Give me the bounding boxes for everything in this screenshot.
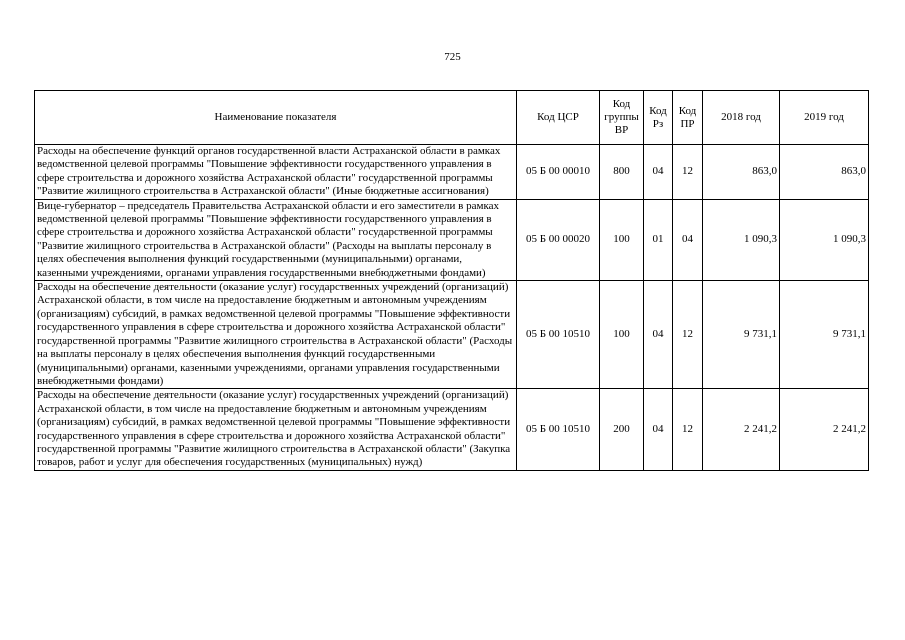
- row-2019: 9 731,1: [780, 281, 869, 389]
- header-rz: Код Рз: [644, 91, 673, 145]
- row-vr: 800: [600, 145, 644, 200]
- row-csr: 05 Б 00 10510: [517, 389, 600, 470]
- row-name: Расходы на обеспечение функций органов государственной власти Астраханской области в рамках ведомственной целевой программы "Повышение эффективности государственного управления в сфере строительства и дорожного хозяйства Астраханской области" государственной программы "Развитие жилищного строительства в Астраханской области" (Иные бюджетные ассигнования): [35, 145, 517, 200]
- header-csr: Код ЦСР: [517, 91, 600, 145]
- table-row: [35, 199, 869, 280]
- row-csr: 05 Б 00 10510: [517, 281, 600, 389]
- table-row: [35, 145, 869, 200]
- row-2019: 863,0: [780, 145, 869, 200]
- header-pr: Код ПР: [673, 91, 703, 145]
- row-rz: 04: [644, 281, 673, 389]
- row-vr: 100: [600, 281, 644, 389]
- row-pr: 12: [673, 281, 703, 389]
- row-2018: 1 090,3: [703, 199, 780, 280]
- header-2019: 2019 год: [780, 91, 869, 145]
- header-row: [35, 91, 869, 145]
- row-pr: 12: [673, 389, 703, 470]
- row-rz: 01: [644, 199, 673, 280]
- row-2018: 863,0: [703, 145, 780, 200]
- row-rz: 04: [644, 389, 673, 470]
- budget-table: [34, 90, 869, 471]
- row-rz: 04: [644, 145, 673, 200]
- table-row: [35, 281, 869, 389]
- row-name: Расходы на обеспечение деятельности (оказание услуг) государственных учреждений (организаций) Астраханской области, в том числе на предоставление бюджетным и автономным учреждениям (организациям) субсидий, в рамках ведомственной целевой программы "Повышение эффективности государственного управления в сфере строительства и дорожного хозяйства Астраханской области" государственной программы "Развитие жилищного строительства в Астраханской области" (Закупка товаров, работ и услуг для обеспечения государственных (муниципальных) нужд): [35, 389, 517, 470]
- row-csr: 05 Б 00 00010: [517, 145, 600, 200]
- row-pr: 12: [673, 145, 703, 200]
- row-vr: 100: [600, 199, 644, 280]
- header-vr: Код группы ВР: [600, 91, 644, 145]
- row-2019: 1 090,3: [780, 199, 869, 280]
- row-2018: 9 731,1: [703, 281, 780, 389]
- row-name: Расходы на обеспечение деятельности (оказание услуг) государственных учреждений (организаций) Астраханской области, в том числе на предоставление бюджетным и автономным учреждениям (организациям) субсидий, в рамках ведомственной целевой программы "Повышение эффективности государственного управления в сфере строительства и дорожного хозяйства Астраханской области" государственной программы "Развитие жилищного строительства в Астраханской области" (Расходы на выплаты персоналу в целях обеспечения выполнения функций государственными (муниципальными) органами, казенными учреждениями, органами управления государственными внебюджетными фондами): [35, 281, 517, 389]
- page-number: 725: [444, 51, 461, 63]
- row-vr: 200: [600, 389, 644, 470]
- header-name: Наименование показателя: [35, 91, 517, 145]
- table-row: [35, 389, 869, 470]
- row-pr: 04: [673, 199, 703, 280]
- row-2019: 2 241,2: [780, 389, 869, 470]
- row-csr: 05 Б 00 00020: [517, 199, 600, 280]
- row-2018: 2 241,2: [703, 389, 780, 470]
- header-2018: 2018 год: [703, 91, 780, 145]
- row-name: Вице-губернатор – председатель Правительства Астраханской области и его заместители в рамках ведомственной целевой программы "Повышение эффективности государственного управления в сфере строительства и дорожного хозяйства Астраханской области" государственной программы "Развитие жилищного строительства в Астраханской области" (Расходы на выплаты персоналу в целях обеспечения выполнения функций государственными (муниципальными) органами, казенными учреждениями, органами управления государственными внебюджетными фондами): [35, 199, 517, 280]
